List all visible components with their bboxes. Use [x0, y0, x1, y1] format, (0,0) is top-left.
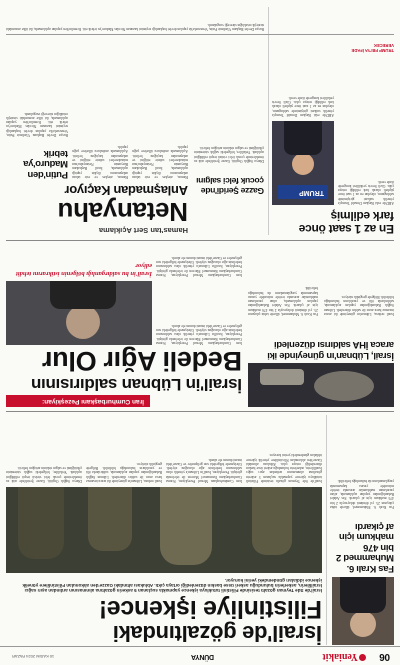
gaza-headline: Gazze Şeridi'nde çocuk felci salgını	[196, 176, 264, 196]
logo-text: Yeniakit	[322, 651, 358, 662]
gaza-body: Dünya Sağlık Örgütü, Gazze Şeridi'nde atık su örneklerinde çocuk felci virüsü tespit edildiğini açıkladı. Yetkililer, bölgedeki sağlık sisteminin çöktüğünü ve salgın riskinin arttığını belirtti.	[194, 146, 264, 163]
lead-deck: İsrail'de Sde Teyman gözaltı tesisinde Filistinli tutukluya işkence yapmakla suçlanan 5 askerin gözaltına alınmasının ardından aşırı sağcı İsraillilerin, askerlerin bulunduğu askeri üsse baskın düzenlediği ortaya çıktı. Ablukası altındaki Gazze'den alıkonulan Filistinlilere yönelik işkence iddiaları gündemdeki yerini koruyor.	[22, 577, 322, 593]
logo-icon	[359, 654, 366, 661]
pezeshkian-figure	[66, 305, 100, 339]
netanyahu-headline-2: Anlaşmadan Kaçıyor	[64, 183, 188, 198]
king-photo	[332, 577, 394, 645]
photo-soldier-4	[18, 487, 64, 559]
trump-body-2: ABD'de eski Başkan Donald Trump'a yönelik suikast girişiminde saldırganın, olaydan en az 1 saat önce şüpheli olarak fark edildiği ortaya çıktı. Gizli Servis yetkilileri kongrede ifade verdi.	[272, 95, 334, 117]
trump-figure	[292, 153, 314, 175]
lead-body-col-3: İsrail ordusu, Lübnan'ın güneyinde iki araca insansız hava aracı ile saldırı düzenledi. Lübnan Sağlık Bakanlığından yapılan açıklamada, saldırılarda ölü ve yaralıların bulunduğu bildirildi. Bölgede gerginlik sürüyor.	[86, 461, 162, 483]
lead-body-col-4: Dünya Sağlık Örgütü, Gazze Şeridi'nde atık su örneklerinde çocuk felci virüsü tespit edildiğini açıkladı. Yetkililer, bölgedeki sağlık sisteminin çöktüğünü ve salgın riskinin arttığını belirtti.	[6, 466, 82, 483]
lead-headline-1: İsrail'de gözaltındaki	[113, 621, 322, 646]
footer-rule	[6, 34, 394, 35]
pezeshkian-photo	[6, 281, 152, 345]
trump-photo	[272, 121, 334, 205]
main-body-col-1: İran Cumhurbaşkanı Mesud Pezeşkiyan, Fransa Cumhurbaşkanı Emmanuel Macron ile telefonda görüştü. Pezeşkiyan, İsrail'in Lübnan'a yönelik olası saldırısının bedelinin ağır olacağını söyledi. Görüşmede bölgedeki son gelişmeler ve Gazze'deki insani durum ele alındı.	[156, 323, 242, 345]
footer-text: Rusya Devlet Başkanı Vladimir Putin, Venezuela'da yapılan devlet başkanlığı seçimini kazanan Nicolas Maduro'yu tebrik etti. Kremlin'den yapılan açıklamada, iki ülke arasındaki stratejik ortaklığın süreceği vurgulandı.	[6, 22, 264, 31]
page-number: 06	[379, 651, 390, 662]
tag-label: İran Cumhurbaşkanı Pezeşkiyan:	[42, 398, 144, 405]
section-label: DÜNYA	[191, 653, 214, 660]
main-headline-1: İsrail'in Lübnan saldırısının	[31, 375, 242, 394]
king-figure	[350, 611, 376, 637]
section-rule-2	[6, 240, 394, 241]
photo-soldier-2	[160, 487, 212, 565]
lebanon-headline: İsrail, Lübnan'ın güneyinde iki araca İHA saldırısı düzenledi	[267, 339, 394, 361]
lead-body-col-1: İsrail'de Sde Teyman gözaltı tesisinde Filistinli tutukluya işkence yapmakla suçlanan 5 askerin gözaltına alınmasının ardından aşırı sağcı İsraillilerin, askerlerin bulunduğu askeri üsse baskın düzenlediği ortaya çıktı. Ablukası altındaki Gazze'den alıkonulan Filistinlilere yönelik işkence iddiaları gündemdeki yerini koruyor.	[246, 453, 322, 483]
lebanon-photo	[248, 363, 394, 407]
main-headline-2: Bedeli Ağır Olur	[42, 346, 242, 376]
trump-headline-1: En az 1 saat önce	[299, 222, 394, 236]
lead-headline-2: Filistinliye işkence!	[99, 595, 322, 623]
page-date: 10 KASIM 2024 PAZAR	[12, 654, 55, 659]
masthead	[0, 646, 400, 665]
logo	[322, 651, 366, 662]
column-rule	[326, 415, 327, 645]
king-body: Fas Kralı 6. Muhammed, ülkede tahta çıkışının 25. yıl dönümü dolayısıyla 2 bin 476 mahkum için af çıkardı. Fas Adalet Bakanlığından yapılan açıklamada, aftan yararlanan mahkumlar arasında terörle mücadele yasası kapsamında yargılananların da bulunduğu belirtildi.	[330, 479, 394, 509]
maduro-headline: Putin'den Maduro'ya tebrik	[23, 148, 68, 180]
lebanon-smoke	[314, 371, 374, 401]
lebanon-body-2: Fas Kralı 6. Muhammed, ülkede tahta çıkışının 25. yıl dönümü dolayısıyla 2 bin 476 mahkum için af çıkardı. Fas Adalet Bakanlığından yapılan açıklamada, aftan yararlanan mahkumlar arasında terörle mücadele yasası kapsamında yargılananların da bulunduğu belirtildi.	[248, 286, 318, 316]
trump-sign-label: TRUMP	[299, 189, 324, 196]
maduro-body: Rusya Devlet Başkanı Vladimir Putin, Venezuela'da yapılan devlet başkanlığı seçimini kazanan Nicolas Maduro'yu tebrik etti. Kremlin'den yapılan açıklamada, iki ülke arasındaki stratejik ortaklığın süreceği vurgulandı.	[6, 111, 68, 137]
king-suit	[340, 577, 386, 613]
lead-body-col-2: İran Cumhurbaşkanı Mesud Pezeşkiyan, Fransa Cumhurbaşkanı Emmanuel Macron ile telefonda görüştü. Pezeşkiyan, İsrail'in Lübnan'a yönelik olası saldırısının bedelinin ağır olacağını söyledi. Görüşmede bölgedeki son gelişmeler ve Gazze'deki insani durum ele alındı.	[166, 457, 242, 483]
trump-suit	[284, 121, 322, 155]
tag-bar	[6, 395, 150, 407]
lebanon-car	[260, 369, 304, 385]
lebanon-body: İsrail ordusu, Lübnan'ın güneyinde iki araca insansız hava aracı ile saldırı düzenledi. Lübnan Sağlık Bakanlığından yapılan açıklamada, saldırılarda ölü ve yaralıların bulunduğu bildirildi. Bölgede gerginlik sürüyor.	[324, 294, 394, 316]
trump-headline-2: fark edilmiş	[330, 209, 394, 223]
photo-soldier-3	[88, 487, 132, 551]
pezeshkian-suit	[50, 281, 116, 309]
netanyahu-body-1: Hamas, ateşkes ve esir takası anlaşmasına ilişkin yaptığı açıklamada, İsrail Başbakanı Binyamin Netanyahu'nun müzakereleri sabote ettiğini ve anlaşmadan kaçtığını belirtti. Açıklamada arabulucu ülkelere çağrı yapıldı.	[132, 144, 188, 179]
netanyahu-body-2: Hamas, ateşkes ve esir takası anlaşmasına ilişkin yaptığı açıklamada, İsrail Başbakanı Binyamin Netanyahu'nun müzakereleri sabote ettiğini ve anlaşmadan kaçtığını belirtti. Açıklamada arabulucu ülkelere çağrı yapıldı.	[72, 144, 128, 179]
photo-soldier-1	[252, 487, 292, 555]
lead-photo	[6, 487, 322, 573]
main-body-col-2: İran Cumhurbaşkanı Mesud Pezeşkiyan, Fransa Cumhurbaşkanı Emmanuel Macron ile telefonda görüştü. Pezeşkiyan, İsrail'in Lübnan'a yönelik olası saldırısının bedelinin ağır olacağını söyledi. Görüşmede bölgedeki son gelişmeler ve Gazze'deki insani durum ele alındı.	[156, 255, 242, 277]
trump-body: ABD'de eski Başkan Donald Trump'a yönelik suikast girişiminde saldırganın, olaydan en az 1 saat önce şüpheli olarak fark edildiği ortaya çıktı. Gizli Servis yetkilileri kongrede ifade verdi.	[338, 179, 394, 205]
column-rule-2	[268, 7, 269, 235]
trump-sign	[278, 185, 328, 199]
king-headline: Fas Kralı 6. Muhammed 2 bin 476 mahkum için af çıkardı	[336, 521, 394, 574]
netanyahu-headline-1: Netanyahu	[57, 197, 188, 227]
pull-quote: İsrail'in bu saldırganlığı bölgenin istikrarını tehdit ediyor	[16, 262, 152, 277]
trump-highlight: TRUMP FBI'YA İFADE VERECEK	[351, 43, 394, 53]
netanyahu-kicker: Hamas'tan Sert Açıklama	[98, 226, 188, 235]
section-rule	[6, 411, 394, 412]
